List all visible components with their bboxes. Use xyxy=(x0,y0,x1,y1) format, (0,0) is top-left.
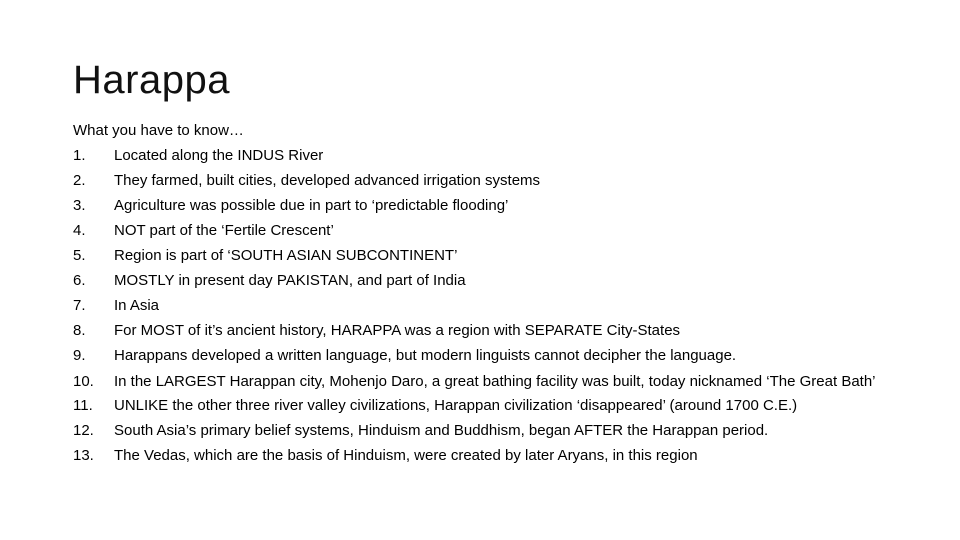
list-item xyxy=(73,193,893,218)
list-number: 13. xyxy=(73,447,94,464)
list-text: MOSTLY in present day PAKISTAN, and part of India xyxy=(114,272,466,289)
list-text: In the LARGEST Harappan city, Mohenjo Daro, a great bathing facility was built, today nicknamed ‘The Great Bath’ xyxy=(114,373,876,390)
list-number: 4. xyxy=(73,222,86,239)
list-text: In Asia xyxy=(114,297,160,314)
list-item xyxy=(73,243,893,268)
list-text: NOT part of the ‘Fertile Crescent’ xyxy=(114,222,334,239)
list-number: 9. xyxy=(73,347,86,364)
list-number: 12. xyxy=(73,422,94,439)
list-number: 8. xyxy=(73,322,86,339)
list-number: 6. xyxy=(73,272,86,289)
list-item xyxy=(73,343,893,368)
list-text: Harappans developed a written language, but modern linguists cannot decipher the language. xyxy=(114,347,737,364)
list-text: For MOST of it’s ancient history, HARAPPA was a region with SEPARATE City-States xyxy=(114,322,681,339)
list-item xyxy=(73,318,893,343)
list-number: 10. xyxy=(73,373,94,390)
slide-title: Harappa xyxy=(73,58,230,102)
list-text: South Asia’s primary belief systems, Hinduism and Buddhism, began AFTER the Harappan period. xyxy=(114,422,769,439)
list-number: 1. xyxy=(73,147,86,164)
list-item xyxy=(73,268,893,293)
slide-body xyxy=(73,118,893,468)
list-text: The Vedas, which are the basis of Hinduism, were created by later Aryans, in this region xyxy=(114,447,698,464)
list-item xyxy=(73,393,893,418)
list-number: 5. xyxy=(73,247,86,264)
list-item xyxy=(73,418,893,443)
list-text: They farmed, built cities, developed advanced irrigation systems xyxy=(114,172,541,189)
list-item xyxy=(73,168,893,193)
list-number: 3. xyxy=(73,197,86,214)
list-number: 7. xyxy=(73,297,86,314)
list-text: Agriculture was possible due in part to ‘predictable flooding’ xyxy=(114,197,509,214)
list-item xyxy=(73,368,893,393)
list-number: 2. xyxy=(73,172,86,189)
list-number: 11. xyxy=(73,397,93,414)
intro-text: What you have to know… xyxy=(73,122,244,139)
list-item xyxy=(73,293,893,318)
list-text: Located along the INDUS River xyxy=(114,147,324,164)
list-text: UNLIKE the other three river valley civilizations, Harappan civilization ‘disappeared’ (around 1700 C.E.) xyxy=(114,397,798,414)
list-item xyxy=(73,443,893,468)
list-item xyxy=(73,143,893,168)
list-text: Region is part of ‘SOUTH ASIAN SUBCONTINENT’ xyxy=(114,247,458,264)
list-item xyxy=(73,218,893,243)
